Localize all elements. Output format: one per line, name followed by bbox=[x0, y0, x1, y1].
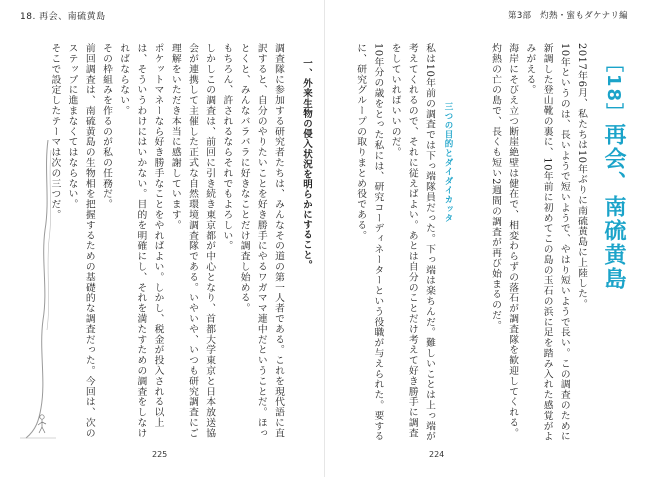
chapter-title-text: 再会、南硫黄島 bbox=[601, 123, 626, 292]
running-head-right: 第3部 灼熱・蜜もダケナリ編 bbox=[508, 11, 628, 21]
right-page bbox=[325, 0, 650, 477]
paragraph: しかしこの調査は、前回に引き続き東京都が中心となり、首都大学東京と日本放送協会が連携して主催した正式な自然環境調査隊である。いやいや、いつも研究調査にご理解をいただき本当に感謝しています。 bbox=[169, 43, 216, 439]
paragraph: 前回調査は、南硫黄島の生物相を把握するための基礎的な調査だった。今回は、次のステップに進まなくてはならない。 bbox=[66, 43, 95, 439]
paragraph: 灼熱の亡の島で、長くも短い2週間の調査が再び始まるのだ。 bbox=[489, 43, 501, 331]
section-heading: 一、外来生物の侵入状況を明らかにすること。 bbox=[301, 58, 312, 271]
page-number-right: 224 bbox=[429, 450, 445, 459]
paragraph: ポケットマネーなら好き勝手なことをやればよい。しかし、税金が投入される以上は、そういうわけにはいかない。目的を明確にし、それを満たすための調査をしなければならない。 bbox=[118, 43, 164, 439]
paragraph: その枠組みを作るのが私の任務だ。 bbox=[100, 43, 112, 210]
paragraph: 調査隊に参加する研究者たちは、みんなその道の第一人者である。これを現代語に直訳すると、自分のやりたいことを好き勝手にやるワガママ連中だということだ。ほっとくと、みんなバラバラに好きなことだけ調査し始める。 bbox=[238, 43, 284, 439]
paragraph: 10年分の歳をとった私には、研究コーディネーターという役職が与えられた。要するに、研究グループの取りまとめ役である。 bbox=[355, 43, 384, 442]
right-body-text bbox=[352, 43, 438, 443]
paragraph: もちろん、許されるならそれでもよろしい。 bbox=[221, 43, 233, 251]
paragraph: そこで設定したテーマは次の三つだ。 bbox=[49, 43, 61, 220]
sub-heading: 三つの目的とダイダイカッタ bbox=[443, 102, 453, 223]
paragraph: 私は10年前の調査では下っ端隊員だった。下っ端は楽ちんだ。難しいことは上っ端が考えてくれるので、それに従えばよい。あとは自分のことだけ考えて好き勝手に調査をしていればいいのだ。 bbox=[389, 43, 435, 442]
cliff-figure-illustration bbox=[18, 140, 58, 440]
chapter-title bbox=[598, 54, 628, 291]
paragraph: 2017年6月、私たちは10年ぶりに南硫黄島に上陸した。 bbox=[576, 43, 587, 310]
left-body-text bbox=[46, 43, 287, 443]
paragraph: 10年というのは、長いようで短いようで、やはり短いようで長い。この調査のために新調した登山靴の裏に、10年前に初めてこの島の玉石の浜に足を踏み入れた感覚がよみがえる。 bbox=[524, 43, 570, 442]
page-number-left: 225 bbox=[152, 450, 168, 459]
right-intro-text bbox=[487, 43, 590, 443]
running-head-left: 18. 再会、南硫黄島 bbox=[20, 12, 106, 22]
paragraph: 海岸にそびえ立つ断崖絶壁は健在で、相変わらずの落石が調査隊を歓迎してくれる。 bbox=[507, 43, 519, 439]
chapter-number: ［18］ bbox=[603, 54, 624, 124]
